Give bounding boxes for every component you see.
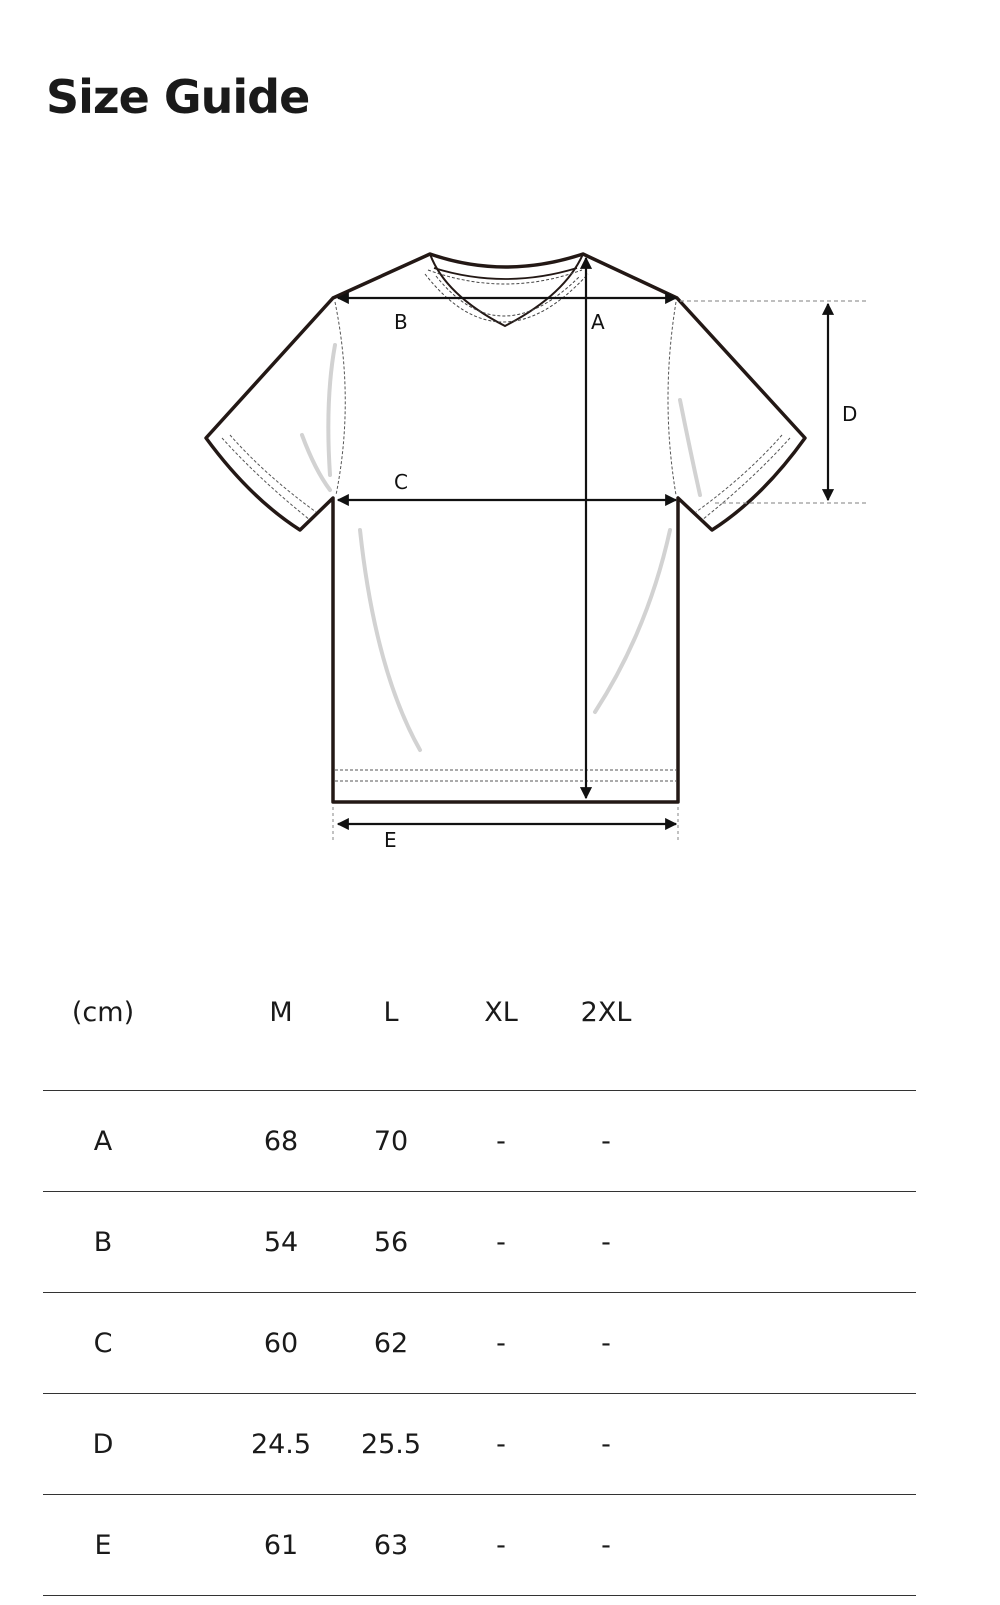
table-cell: - [496,1327,506,1359]
tshirt-outline [206,254,805,802]
fabric-shading [302,345,700,750]
label-e: E [384,828,397,852]
table-cell: 24.5 [250,1428,312,1460]
neckline [430,254,583,326]
table-cell: 68 [263,1125,299,1157]
table-cell: - [496,1428,506,1460]
table-cell: - [601,1327,611,1359]
column-header-l: L [383,996,399,1028]
size-table-header [43,990,916,1091]
table-row [43,1192,916,1293]
tshirt-measurement-diagram [0,240,1000,890]
table-cell: 25.5 [360,1428,422,1460]
table-cell: 56 [373,1226,409,1258]
sleeve-hem-stitch-right [702,438,790,520]
table-row [43,1091,916,1192]
table-cell: - [496,1125,506,1157]
table-cell: 62 [373,1327,409,1359]
unit-label: (cm) [71,996,135,1028]
armhole-stitch-left [335,302,345,495]
row-key: E [94,1529,112,1561]
table-cell: 63 [373,1529,409,1561]
table-row [43,1394,916,1495]
table-row [43,1495,916,1596]
table-row [43,1293,916,1394]
table-cell: - [601,1125,611,1157]
size-table [43,990,916,1596]
table-cell: - [601,1428,611,1460]
label-b: B [394,310,408,334]
armhole-stitch-right [668,302,676,495]
table-cell: - [496,1529,506,1561]
neckline-inner [434,268,577,279]
column-header-m: M [269,996,293,1028]
table-cell: - [601,1226,611,1258]
row-key: B [93,1226,113,1258]
table-cell: - [496,1226,506,1258]
sleeve-hem-stitch-left [222,438,310,520]
page-title: Size Guide [46,70,310,124]
column-header-xl: XL [484,996,518,1028]
row-key: A [93,1125,113,1157]
table-cell: 70 [373,1125,409,1157]
row-key: C [93,1327,113,1359]
row-key: D [92,1428,114,1460]
table-cell: - [601,1529,611,1561]
label-a: A [591,310,605,334]
label-c: C [394,470,408,494]
label-d: D [842,402,858,426]
table-cell: 60 [263,1327,299,1359]
table-cell: 61 [263,1529,299,1561]
column-header-2xl: 2XL [580,996,632,1028]
table-cell: 54 [263,1226,299,1258]
